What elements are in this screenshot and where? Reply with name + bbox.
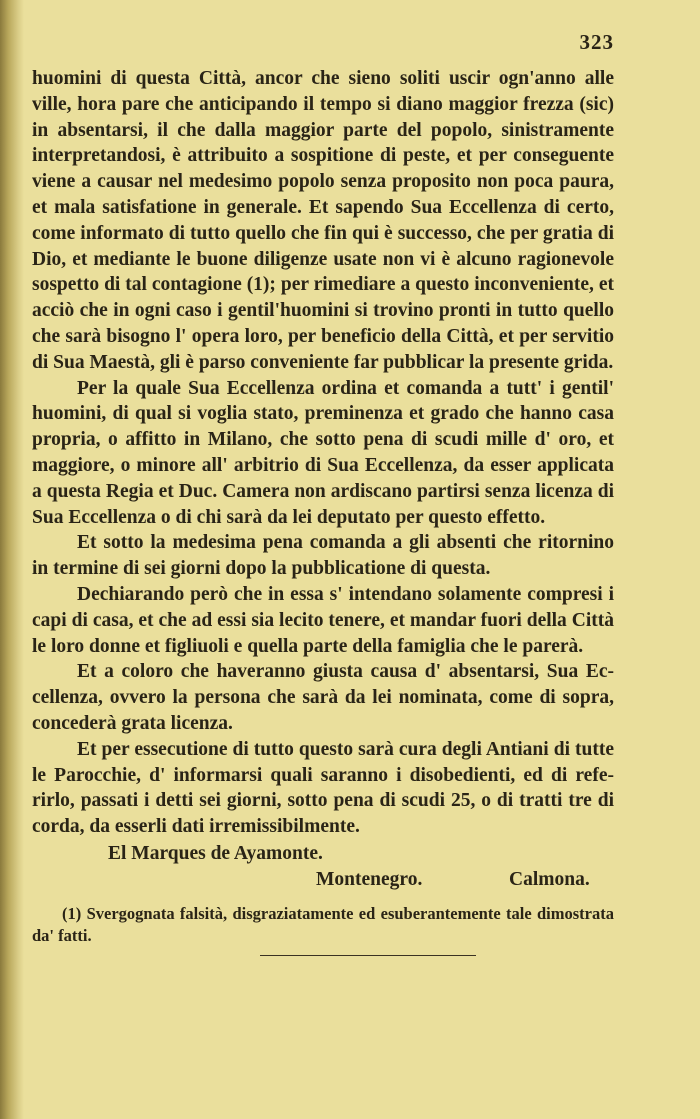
signer-third: Calmona. bbox=[509, 868, 590, 890]
footnote: (1) Svergognata falsità, disgraziatamente ed esuberantemente tale dimostrata da' fatti. bbox=[32, 903, 614, 945]
paragraph: huomini di questa Città, ancor che sieno soliti uscir ogn'anno alle ville, hora pare che anticipando il tempo si diano maggior frezza (sic) in absentarsi, il che dalla maggior parte del popolo, sinistramente interpretandosi, è attribuito a sospitione di peste, et per conseguente viene a causar nel medesimo popolo senza proposito non poca paura, et mala satisfatione in generale. Et sapendo Sua Eccellenza di certo, come informato di tutto quello che fin qui è successo, che per gratia di Dio, et mediante le buone diligenze usate non vi è alcuno ragionevole sospetto di tal contagione (1); per rimediare a questo inconveniente, et acciò che in ogni caso i gentil'huomini si trovino pronti in tutto quello che sarà bisogno l' opera loro, per beneficio della Città, et per servitio di Sua Maestà, gli è parso conveniente far pubblicar la presente grida. bbox=[32, 68, 614, 373]
signer-main: El Marques de Ayamonte. bbox=[108, 842, 323, 864]
book-spine-shadow bbox=[0, 0, 24, 1119]
book-page bbox=[32, 30, 614, 956]
paragraph: Et sotto la medesima pena comanda a gli absenti che ritornino in termine di sei giorni dopo la pubblicatione di questa. bbox=[32, 532, 614, 580]
footnote-rule bbox=[260, 955, 476, 956]
paragraph: Dechiarando però che in essa s' intendano solamente compresi i capi di casa, et che ad essi sia lecito tenere, et mandar fuori della Città le loro donne et figliuoli e quella parte della famiglia che le parerà. bbox=[32, 583, 614, 657]
page-number: 323 bbox=[579, 30, 614, 54]
paragraph: Per la quale Sua Eccellenza ordina et comanda a tutt' i gentil' huomini, di qual si voglia stato, preminenza et grado che hanno casa propria, o affitto in Milano, che sotto pena di scudi mille d' oro, et maggiore, o minore all' arbitrio di Sua Eccellenza, da esser applicata a questa Regia et Duc. Camera non ardiscano partirsi senza licenza di Sua Eccellenza o di chi sarà da lei deputato per questo effetto. bbox=[32, 377, 614, 528]
signer-second: Montenegro. bbox=[316, 868, 423, 890]
signature-block bbox=[32, 841, 614, 895]
paragraph: Et a coloro che haveranno giusta causa d' absentarsi, Sua Eccellenza, ovvero la persona che sarà da lei nominata, come di sopra, concederà grata licenza. bbox=[32, 661, 614, 734]
paragraph: Et per essecutione di tutto questo sarà cura degli Antiani di tutte le Parocchie, d' informarsi quali saranno i disobedienti, ed di referirlo, passati i detti sei giorni, sotto pena di scudi 25, o di tratti tre di corda, da esserli dati irremissibilmente. bbox=[32, 738, 614, 838]
body-text bbox=[32, 66, 614, 840]
